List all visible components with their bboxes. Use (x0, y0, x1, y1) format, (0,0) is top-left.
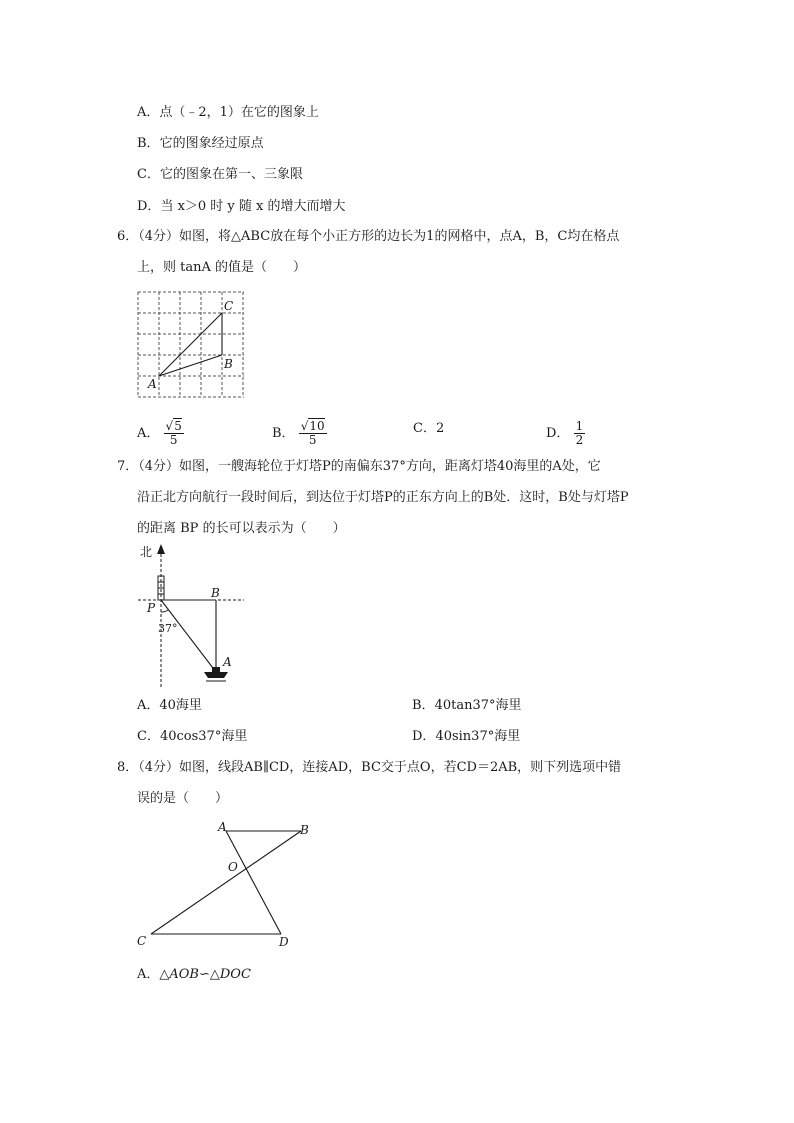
q6-option-c[interactable]: C．2 (413, 421, 445, 436)
q5-option-a[interactable]: A．点（﹣2，1）在它的图象上 (137, 105, 319, 120)
q7-option-d[interactable]: D．40sin37°海里 (412, 729, 521, 744)
q7-option-a[interactable]: A．40海里 (137, 698, 202, 713)
q7-label-b: B (211, 586, 220, 600)
q8-stem-line1: 8．（4分）如图，线段AB∥CD，连接AD，BC交于点O，若CD＝2AB，则下列选项中错 (117, 760, 622, 775)
q6-option-b-fraction: $\frac{√10}{5}$ (300, 419, 325, 447)
q7-label-a: A (223, 655, 232, 669)
q7-label-p: P (147, 601, 156, 615)
q6-grid-figure (136, 290, 248, 402)
q6-side-ac (159, 313, 222, 376)
q6-option-d-fraction: $\frac{1}{2}$ (575, 419, 584, 447)
q6-label-b: B (224, 357, 233, 371)
q7-north-label: 北 (140, 545, 153, 559)
q8-label-d: D (279, 935, 289, 949)
q7-option-b[interactable]: B．40tan37°海里 (412, 698, 522, 713)
q6-side-ab (159, 355, 222, 376)
q7-angle-label: 37° (158, 622, 178, 635)
q6-option-a[interactable]: A． $\frac{√5}{5}$ (137, 419, 182, 447)
q5-option-c[interactable]: C．它的图象在第一、三象限 (137, 167, 303, 182)
north-arrow-icon (157, 544, 165, 554)
ship-icon (204, 672, 228, 678)
q8-triangle-figure (134, 818, 324, 950)
q7-segment-pa (161, 600, 216, 672)
q7-stem-line2: 沿正北方向航行一段时间后，到达位于灯塔P的正东方向上的B处．这时，B处与灯塔P (137, 490, 629, 505)
q8-option-a[interactable]: A．△AOB∽△DOC (137, 967, 251, 982)
q7-angle-arc (161, 610, 168, 612)
q5-option-b[interactable]: B．它的图象经过原点 (137, 136, 264, 151)
q6-stem-line2: 上，则 tanA 的值是（ ） (137, 260, 307, 275)
q8-label-a: A (218, 820, 227, 834)
q8-segment-ad (226, 831, 281, 934)
q6-option-b[interactable]: B． $\frac{√10}{5}$ (272, 419, 325, 447)
q8-label-o: O (228, 860, 238, 874)
q6-stem-line1: 6．（4分）如图，将△ABC放在每个小正方形的边长为1的网格中，点A，B，C均在格点 (117, 229, 620, 244)
q6-option-d[interactable]: D． $\frac{1}{2}$ (546, 419, 584, 447)
q6-option-a-fraction: $\frac{√5}{5}$ (165, 419, 182, 447)
q8-stem-line2: 误的是（ ） (137, 791, 229, 806)
q6-label-c: C (224, 299, 234, 313)
q7-lighthouse-figure (136, 540, 256, 690)
q6-label-a: A (148, 377, 157, 391)
q8-label-c: C (137, 934, 147, 948)
q8-label-b: B (300, 823, 309, 837)
q8-segment-bc (151, 831, 301, 934)
q7-option-c[interactable]: C．40cos37°海里 (137, 729, 248, 744)
q5-option-d[interactable]: D．当 x＞0 时 y 随 x 的增大而增大 (137, 199, 346, 214)
q7-stem-line1: 7．（4分）如图，一艘海轮位于灯塔P的南偏东37°方向，距离灯塔40海里的A处，它 (117, 459, 601, 474)
q7-stem-line3: 的距离 BP 的长可以表示为（ ） (137, 521, 346, 536)
